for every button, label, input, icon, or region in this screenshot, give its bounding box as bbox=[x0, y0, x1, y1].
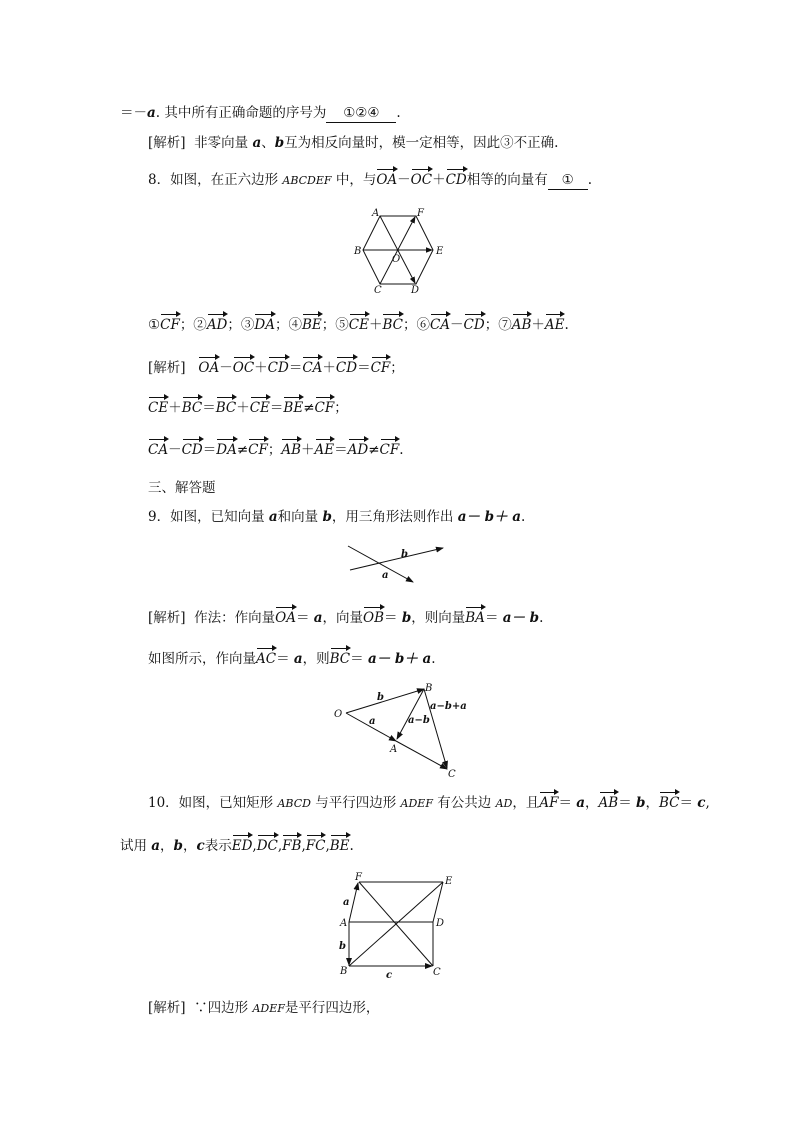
question-10-cont: 试用 a，b，c表示ED,DC,FB,FC,BE. bbox=[120, 838, 354, 854]
label-b: b bbox=[377, 692, 384, 703]
diagonal-BE bbox=[349, 882, 443, 966]
label-A: A bbox=[340, 918, 348, 929]
analysis-q8-line3: CA－CD＝DA≠CF；AB＋AE＝AD≠CF. bbox=[148, 442, 404, 458]
label-b: b bbox=[339, 941, 346, 952]
label-B: B bbox=[425, 683, 433, 694]
label-F: F bbox=[417, 208, 424, 219]
answer-blank: ①②④ bbox=[326, 104, 396, 123]
label-a: a bbox=[369, 716, 376, 727]
figure-9-triangle bbox=[332, 680, 467, 780]
label-c: c bbox=[386, 970, 393, 981]
vector-b bbox=[350, 548, 443, 570]
figure-10-rectangle-parallelogram bbox=[336, 870, 466, 980]
figure-9-vectors bbox=[348, 544, 448, 584]
label-a-minus-b: a−b bbox=[408, 715, 430, 726]
analysis-q9-cont: 如图所示，作向量AC＝ a，则BC＝ a－ b＋ a. bbox=[148, 651, 436, 667]
question-10: 10．如图，已知矩形 ABCD 与平行四边形 ADEF 有公共边 AD，且AF＝ a，AB＝ b，BC＝ c, bbox=[148, 795, 710, 811]
analysis-q9: [解析] 作法：作向量OA＝ a，向量OB＝ b，则向量BA＝ a－ b. bbox=[148, 610, 544, 626]
label-a: a bbox=[343, 897, 350, 908]
question-8: 8．如图，在正六边形 ABCDEF 中，与OA－OC＋CD相等的向量有 ① . bbox=[148, 172, 593, 188]
label-A: A bbox=[390, 744, 398, 755]
label-F: F bbox=[355, 872, 362, 883]
vector-AC bbox=[396, 741, 447, 769]
answer-blank: ① bbox=[548, 171, 588, 190]
question-9: 9．如图，已知向量 a和向量 b，用三角形法则作出 a－ b＋ a. bbox=[148, 509, 526, 525]
label-C: C bbox=[433, 967, 441, 978]
hexagon-figure bbox=[348, 206, 448, 306]
label-D: D bbox=[436, 918, 445, 929]
vector-OB bbox=[346, 689, 424, 713]
analysis-q7: [解析] 非零向量 a、b互为相反向量时，模一定相等，因此③不正确. bbox=[148, 135, 559, 151]
q8-options: ①CF；②AD；③DA；④BE；⑤CE＋BC；⑥CA－CD；⑦AB＋AE. bbox=[148, 317, 569, 333]
label-C: C bbox=[374, 285, 382, 296]
label-a: a bbox=[382, 570, 389, 581]
label-C: C bbox=[448, 769, 456, 780]
label-A: A bbox=[372, 208, 380, 219]
label-O: O bbox=[334, 709, 343, 720]
analysis-q8-line1: [解析] OA－OC＋CD＝CA＋CD＝CF； bbox=[148, 360, 404, 376]
label-O: O bbox=[392, 254, 401, 265]
label-b: b bbox=[401, 549, 408, 560]
section-heading: 三、解答题 bbox=[148, 480, 216, 496]
answer-line-q7: ＝－a. 其中所有正确命题的序号为 ①②④ . bbox=[120, 105, 401, 121]
label-D: D bbox=[411, 285, 420, 296]
edge-ED bbox=[433, 882, 443, 922]
analysis-q10: [解析] ∵四边形 ADEF是平行四边形， bbox=[148, 1000, 380, 1016]
label-B: B bbox=[340, 966, 348, 977]
label-a-minus-b-plus-a: a−b+a bbox=[430, 701, 467, 712]
label-B: B bbox=[354, 246, 362, 257]
label-E: E bbox=[445, 876, 453, 887]
vector-AF bbox=[349, 883, 358, 922]
label-E: E bbox=[436, 246, 444, 257]
analysis-q8-line2: CE＋BC＝BC＋CE＝BE≠CF； bbox=[148, 400, 348, 416]
